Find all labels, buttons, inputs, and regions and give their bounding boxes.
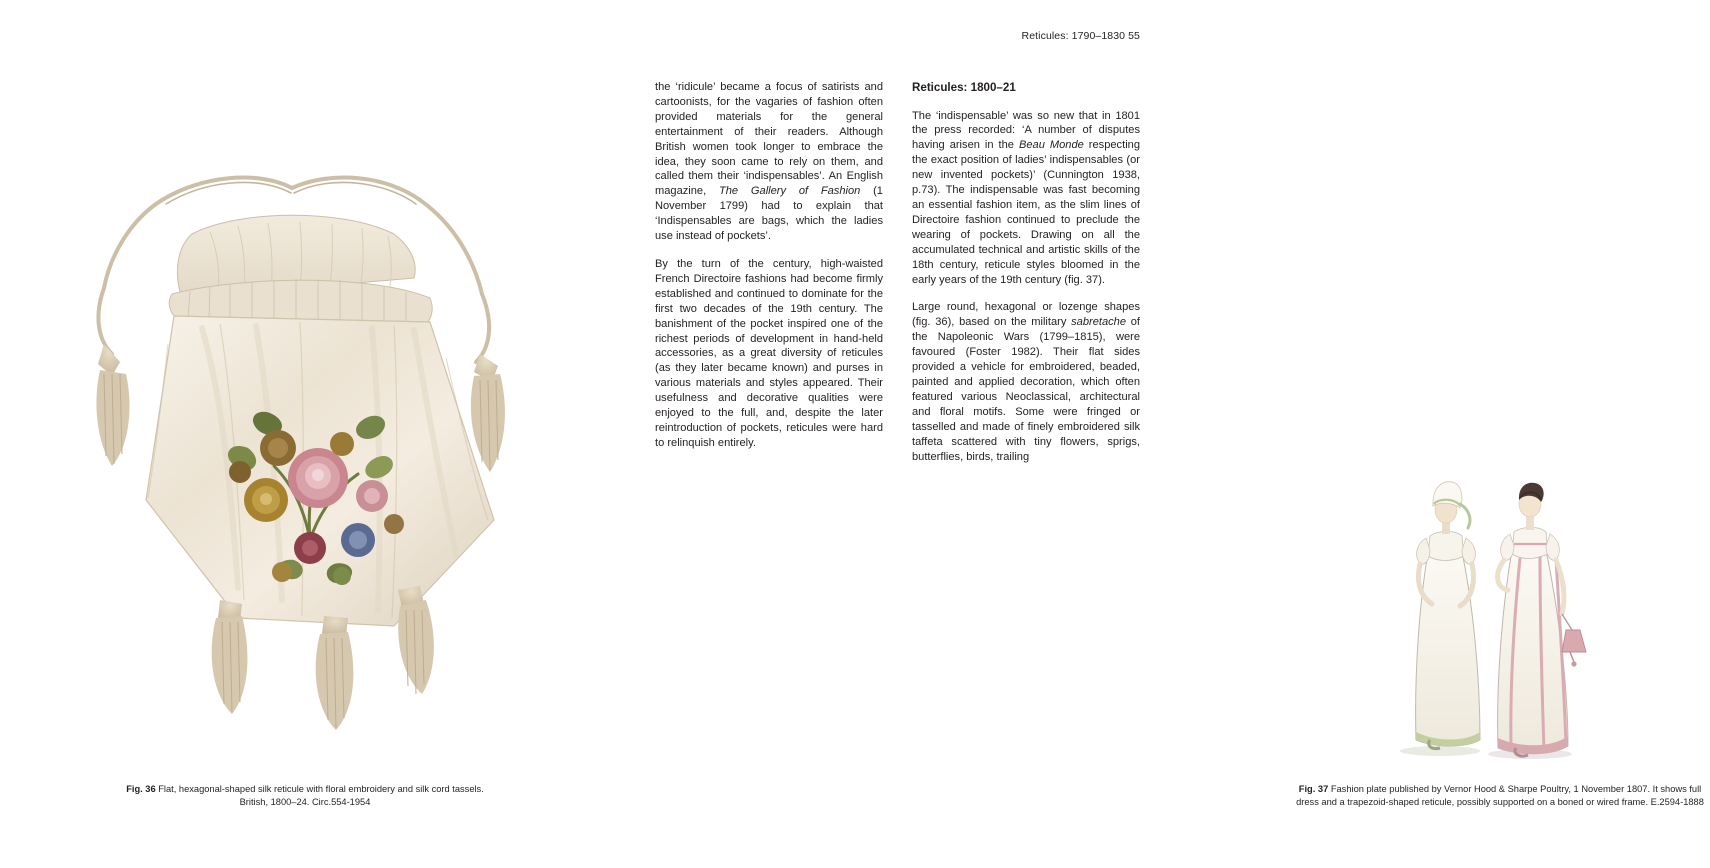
paragraph-3-a: The ‘indispensable’ was so new that in 1801 the press recorded: ‘A number of disputes having arisen in the: [912, 109, 1140, 152]
left-page: [0, 0, 600, 868]
gallery-of-fashion-title: The Gallery of Fashion: [718, 185, 861, 198]
running-head: Reticules: 1790–1830 55: [1021, 30, 1140, 42]
paragraph-4: [912, 300, 1140, 464]
figure-36-text: Flat, hexagonal-shaped silk reticule with floral embroidery and silk cord tassels. British, 1800–24. Circ.554-1954: [155, 784, 484, 808]
paragraph-4-a: Large round, hexagonal or lozenge shapes (fig. 36), based on the military: [912, 301, 1140, 329]
paragraph-3-b: respecting the exact position of ladies’ indispensables (or new invented pockets)’ (Cunnington 1938, p.73). The indispensable was fast becoming an essential fashion item, as the slim lines of Directoire fashion continued to preclude the wearing of pockets. Drawing on all the accumulated technical and artistic skills of the 18th century, reticule styles bloomed in the early years of the 19th century (fig. 37).: [912, 139, 1140, 286]
figure-left: [1416, 482, 1480, 749]
text-column-left: [655, 80, 883, 451]
figure-36-caption: [120, 783, 490, 810]
paragraph-4-b: of the Napoleonic Wars (1799–1815), were favoured (Foster 1982). Their flat sides provided a vehicle for embroidered, beaded, painted and applied decoration, which often featured various Neoclassical, architectural and floral motifs. Some were fringed or tasselled and made of finely embroidered silk taffeta scattered with tiny flowers, sprigs, butterflies, birds, trailing: [912, 316, 1140, 463]
figure-37-label: Fig. 37: [1298, 784, 1329, 794]
figure-36-label: Fig. 36: [126, 784, 156, 794]
figure-37-text: Fashion plate published by Vernor Hood & Sharpe Poultry, 1 November 1807. It shows full dress and a trapezoid-shaped reticule, possibly supported on a boned or wired frame. E.2594-1888: [1296, 784, 1704, 808]
silk-reticule-photograph: [42, 148, 572, 618]
right-page: [600, 0, 1704, 868]
tassel: [96, 344, 129, 466]
figure-right: [1498, 483, 1586, 756]
paragraph-1: [655, 80, 883, 244]
paragraph-1-a: the ‘ridicule’ became a focus of satirists and cartoonists, for the vagaries of fashion often provided materials for the general entertainment of their readers. Although British women took longer to embrace the idea, they soon came to rely on them, and called them their ‘indispensables’. An English magazine,: [655, 81, 883, 198]
fashion-plate-illustration: [1380, 440, 1620, 770]
section-heading: Reticules: 1800–21: [912, 81, 1016, 94]
paragraph-1-b: (1 November 1799) had to explain that ‘Indispensables are bags, which the ladies use instead of pockets’.: [655, 185, 883, 243]
paragraph-3: [912, 109, 1140, 288]
figure-37-caption: [1290, 783, 1710, 810]
sabretache-term: sabretache: [1071, 316, 1127, 329]
trapezoid-reticule: [1562, 614, 1586, 667]
paragraph-2: By the turn of the century, high-waisted French Directoire fashions had become firmly established and continued to dominate for the first two decades of the 19th century. The banishment of the pocket inspired one of the richest periods of development in hand-held accessories, as a great diversity of reticules (as they later became known) and purses in various materials and styles appeared. Their usefulness and decorative qualities were enjoyed to the full, and, despite the later reintroduction of pockets, reticules were hard to relinquish entirely.: [655, 257, 883, 449]
text-column-right: [912, 80, 1140, 464]
beau-monde-title: Beau Monde: [1018, 139, 1084, 152]
